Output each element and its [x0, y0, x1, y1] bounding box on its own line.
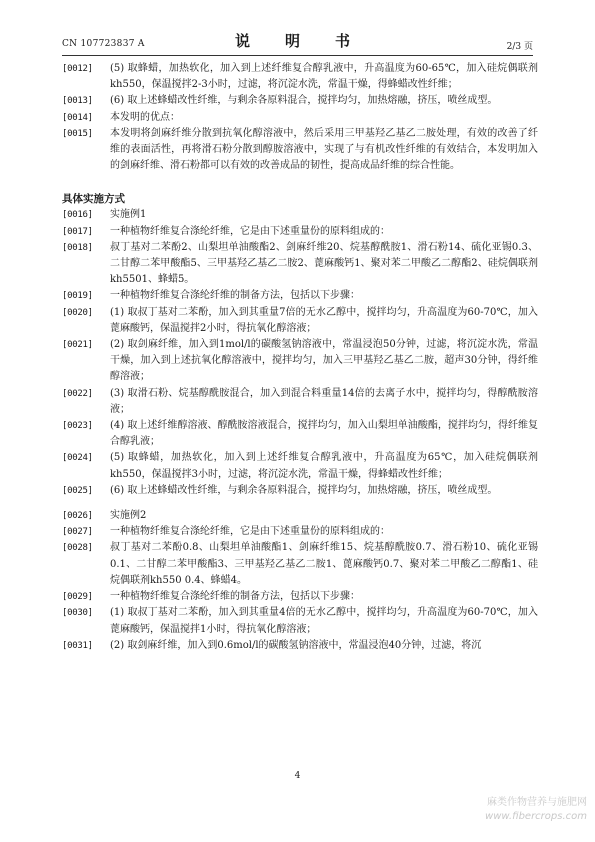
- paragraph-text: 本发明将剑麻纤维分散到抗氧化醇溶液中，然后采用三甲基羟乙基乙二胺处理，有效的改善了纤维的表面活性，再将滑石粉分散到醇胺溶液中，实现了与有机改性纤维的有效结合，本发明加入的剑麻纤维、滑石粉都可以有效的改善成品的韧性，提高成品纤维的综合性能。: [110, 127, 538, 172]
- paragraph-text: (2) 取剑麻纤维，加入到0.6mol/l的碳酸氢钠溶液中，常温浸泡40分钟，过滤，将沉: [110, 639, 482, 651]
- paragraph-text: (5) 取蜂蜡，加热软化，加入到上述纤维复合醇乳液中，升高温度为60-65℃，加入硅烷偶联剂kh550，保温搅拌2-3小时，过滤，将沉淀水洗，常温干燥，得蜂蜡改性纤维；: [110, 63, 538, 91]
- paragraph: [62, 288, 538, 304]
- paragraph-text: (6) 取上述蜂蜡改性纤维，与剩余各原料混合，搅拌均匀，加热熔融，挤压，喷丝成型。: [110, 95, 498, 107]
- paragraph-number: [0017]: [62, 226, 93, 237]
- paragraph: [62, 589, 538, 605]
- watermark-url: www.fibercrops.com: [485, 811, 587, 822]
- site-watermark: [485, 796, 587, 824]
- paragraph-number: [0020]: [62, 307, 93, 318]
- paragraph-number: [0029]: [62, 592, 93, 603]
- paragraph: [62, 508, 538, 524]
- example-gap: [62, 499, 538, 508]
- paragraph: [62, 638, 538, 654]
- paragraph-text: 实施例2: [110, 510, 147, 522]
- paragraph: [62, 61, 538, 93]
- paragraph: [62, 386, 538, 418]
- paragraph: [62, 605, 538, 637]
- paragraph-number: [0031]: [62, 640, 93, 651]
- paragraph-text: 叔丁基对二苯酚2、山梨坦单油酸酯2、剑麻纤维20、烷基醇酰胺1、滑石粉14、硫化亚锡0.3、二甘醇二苯甲酸酯5、三甲基羟乙基乙二胺2、蓖麻酸钙1、聚对苯二甲酸乙二醇酯2、硅烷偶联剂kh5501、蜂蜡5。: [110, 241, 538, 286]
- page-number: 4: [294, 771, 301, 781]
- paragraph: [62, 337, 538, 386]
- document-title: 说 明 书: [234, 32, 360, 50]
- document-body: [62, 61, 538, 654]
- paragraph-number: [0027]: [62, 527, 93, 538]
- paragraph: [62, 207, 538, 223]
- paragraph-group-example-2: [62, 508, 538, 654]
- paragraph: [62, 305, 538, 337]
- paragraph-text: 本发明的优点：: [110, 111, 180, 123]
- paragraph: [62, 524, 538, 540]
- paragraph-text: (2) 取剑麻纤维，加入到1mol/l的碳酸氢钠溶液中，常温浸泡50分钟，过滤，将沉淀水洗，常温干燥，加入到上述抗氧化醇溶液中，搅拌均匀，加入三甲基羟乙基乙二胺，超声30分钟，得纤维醇溶液；: [110, 339, 538, 383]
- paragraph-number: [0022]: [62, 388, 93, 399]
- paragraph-text: 叔丁基对二苯酚0.8、山梨坦单油酸酯1、剑麻纤维15、烷基醇酰胺0.7、滑石粉10、硫化亚锡0.1、二甘醇二苯甲酸酯3、三甲基羟乙基乙二胺1、蓖麻酸钙0.7、聚对苯二甲酸乙二醇酯1、硅烷偶联剂kh550 0.4、蜂蜡4。: [110, 542, 538, 586]
- paragraph-text: (3) 取滑石粉、烷基醇酰胺混合，加入到混合料重量14倍的去离子水中，搅拌均匀，得醇酰胺溶液；: [110, 387, 538, 415]
- paragraph-text: 一种植物纤维复合涤纶纤维的制备方法，包括以下步骤：: [110, 591, 360, 603]
- paragraph: [62, 240, 538, 289]
- paragraph-number: [0019]: [62, 291, 93, 302]
- paragraph: [62, 450, 538, 482]
- paragraph-number: [0025]: [62, 485, 93, 496]
- paragraph: [62, 110, 538, 126]
- paragraph-group-top: [62, 61, 538, 174]
- paragraph-text: (1) 取叔丁基对二苯酚，加入到其重量4倍的无水乙醇中，搅拌均匀，升高温度为60-70℃，加入蓖麻酸钙，保温搅拌1小时，得抗氧化醇溶液；: [110, 607, 538, 635]
- paragraph: [62, 93, 538, 109]
- paragraph: [62, 126, 538, 175]
- paragraph-number: [0012]: [62, 64, 93, 74]
- paragraph-number: [0023]: [62, 421, 93, 432]
- paragraph-text: 实施例1: [110, 209, 147, 221]
- paragraph: [62, 224, 538, 240]
- page-header: [62, 24, 533, 56]
- paragraph-number: [0026]: [62, 511, 93, 522]
- paragraph-text: 一种植物纤维复合涤纶纤维，它是由下述重量份的原料组成的：: [110, 526, 390, 538]
- paragraph-number: [0028]: [62, 543, 93, 554]
- section-title: 具体实施方式: [62, 193, 125, 206]
- paragraph-group-example-1: [62, 207, 538, 499]
- paragraph-number: [0014]: [62, 112, 93, 123]
- paragraph-text: (5) 取蜂蜡，加热软化，加入到上述纤维复合醇乳液中，升高温度为65℃，加入硅烷偶联剂kh550，保温搅拌3小时，过滤，将沉淀水洗，常温干燥，得蜂蜡改性纤维；: [110, 452, 538, 480]
- paragraph-text: 一种植物纤维复合涤纶纤维的制备方法，包括以下步骤：: [110, 290, 360, 302]
- paragraph-text: (6) 取上述蜂蜡改性纤维，与剩余各原料混合，搅拌均匀，加热熔融，挤压，喷丝成型。: [110, 484, 498, 496]
- paragraph-text: (4) 取上述纤维醇溶液、醇酰胺溶液混合，搅拌均匀，加入山梨坦单油酸酯，搅拌均匀，得纤维复合醇乳液；: [110, 420, 538, 448]
- paragraph-number: [0016]: [62, 210, 93, 221]
- paragraph-number: [0013]: [62, 96, 93, 107]
- paragraph-number: [0021]: [62, 340, 93, 351]
- watermark-site-name: 麻类作物营养与施肥网: [487, 797, 587, 808]
- paragraph-number: [0015]: [62, 128, 93, 139]
- paragraph-number: [0024]: [62, 453, 93, 464]
- patent-number: CN 107723837 A: [62, 39, 145, 49]
- paragraph-text: 一种植物纤维复合涤纶纤维，它是由下述重量份的原料组成的：: [110, 225, 390, 237]
- paragraph-number: [0030]: [62, 608, 93, 619]
- paragraph: [62, 540, 538, 589]
- paragraph-text: (1) 取叔丁基对二苯酚，加入到其重量7倍的无水乙醇中，搅拌均匀，升高温度为60-70℃，加入蓖麻酸钙，保温搅拌2小时，得抗氧化醇溶液；: [110, 306, 538, 334]
- page-info: 2/3 页: [506, 42, 533, 52]
- paragraph-number: [0018]: [62, 242, 93, 253]
- paragraph: [62, 418, 538, 450]
- paragraph: [62, 483, 538, 499]
- header-divider: [62, 55, 533, 56]
